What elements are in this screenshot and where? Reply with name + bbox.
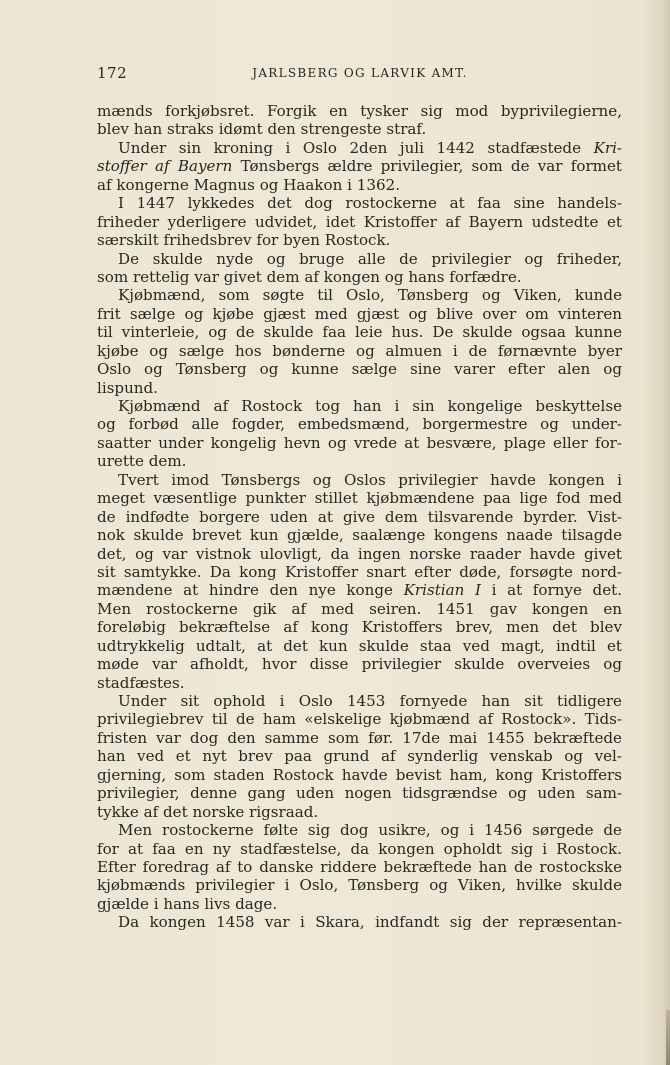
body-text [97, 102, 622, 932]
line-text: Under sin kroning i Oslo 2den juli 1442 stadfæstede [118, 138, 594, 157]
running-title: JARLSBERG OG LARVIK AMT. [252, 66, 468, 80]
line-text: gjerning, som staden Rostock havde bevist ham, kong Kristoffers [97, 765, 622, 784]
italic-name: Kristian I [403, 581, 481, 600]
text-line [97, 213, 622, 231]
line-text: privilegiebrev til de ham «elskelige kjøbmænd af Rostock». Tids- [97, 710, 622, 729]
line-text: Men rostockerne gik af med seiren. 1451 gav kongen en [97, 599, 622, 618]
page-header [97, 64, 623, 86]
text-line [97, 655, 622, 673]
text-line [97, 784, 622, 802]
line-text: kjøbmænds privilegier i Oslo, Tønsberg og Viken, hvilke skulde [97, 876, 622, 895]
text-line [97, 489, 622, 507]
line-text: fristen var dog den samme som før. 17de mai 1455 bekræftede [97, 728, 622, 747]
text-line [97, 581, 622, 599]
text-line [97, 618, 622, 636]
text-line [97, 600, 622, 618]
line-text: Tønsbergs ældre privilegier, som de var formet [232, 157, 622, 176]
text-line [97, 434, 622, 452]
text-line [97, 674, 622, 692]
text-line [97, 139, 622, 157]
text-line [97, 379, 622, 397]
text-line [97, 268, 622, 286]
text-line [97, 766, 622, 784]
line-text: urette dem. [97, 452, 187, 471]
text-line [97, 176, 622, 194]
text-line [97, 415, 622, 433]
line-text: Kjøbmænd, som søgte til Oslo, Tønsberg og Viken, kunde [118, 286, 622, 305]
line-text: Oslo og Tønsberg og kunne sælge sine varer efter alen og [97, 360, 622, 379]
text-line [97, 729, 622, 747]
line-text: Tvert imod Tønsbergs og Oslos privilegier havde kongen i [118, 470, 622, 489]
line-text: møde var afholdt, hvor disse privilegier skulde overveies og [97, 655, 622, 674]
line-text: mændene at hindre den nye konge [97, 581, 404, 600]
text-line [97, 876, 622, 894]
text-line [97, 913, 622, 931]
text-line [97, 102, 622, 120]
line-text: meget væsentlige punkter stillet kjøbmændene paa lige fod med [97, 489, 622, 508]
line-text: privilegier, denne gang uden nogen tidsgrændse og uden sam- [97, 784, 622, 803]
text-line [97, 194, 622, 212]
line-text: de indfødte borgere uden at give dem tilsvarende byrder. Vist- [97, 507, 622, 526]
text-line [97, 858, 622, 876]
line-text: stadfæstes. [97, 673, 185, 692]
italic-name: Kri- [593, 138, 622, 157]
line-text: blev han straks idømt den strengeste straf. [97, 120, 427, 139]
text-line [97, 840, 622, 858]
text-line [97, 637, 622, 655]
text-line [97, 342, 622, 360]
line-text: kjøbe og sælge hos bønderne og almuen i de førnævnte byer [97, 341, 622, 360]
line-text: og forbød alle fogder, embedsmænd, borgermestre og under- [97, 415, 622, 434]
text-line [97, 286, 622, 304]
text-line [97, 710, 622, 728]
line-text: nok skulde brevet kun gjælde, saalænge kongens naade tilsagde [97, 526, 622, 545]
line-text: til vinterleie, og de skulde faa leie hus. De skulde ogsaa kunne [97, 323, 622, 342]
line-text: mænds forkjøbsret. Forgik en tysker sig mod byprivilegierne, [97, 102, 622, 120]
line-text: af kongerne Magnus og Haakon i 1362. [97, 175, 400, 194]
text-line [97, 157, 622, 175]
text-line [97, 508, 622, 526]
line-text: tykke af det norske rigsraad. [97, 802, 319, 821]
line-text: han ved et nyt brev paa grund af synderlig venskab og vel- [97, 747, 622, 766]
text-line [97, 471, 622, 489]
line-text: særskilt frihedsbrev for byen Rostock. [97, 231, 391, 250]
line-text: som rettelig var givet dem af kongen og hans forfædre. [97, 267, 522, 286]
line-text: De skulde nyde og bruge alle de privilegier og friheder, [118, 249, 622, 268]
line-text: Da kongen 1458 var i Skara, indfandt sig der repræsentan- [118, 913, 622, 932]
line-text: frit sælge og kjøbe gjæst med gjæst og blive over om vinteren [97, 304, 622, 323]
text-line [97, 803, 622, 821]
text-line [97, 250, 622, 268]
line-text: I 1447 lykkedes det dog rostockerne at faa sine handels- [118, 194, 622, 213]
line-text: for at faa en ny stadfæstelse, da kongen opholdt sig i Rostock. [97, 839, 622, 858]
page-number: 172 [97, 64, 128, 82]
line-text: Efter foredrag af to danske riddere bekræftede han de rostockske [97, 857, 622, 876]
text-line [97, 452, 622, 470]
line-text: foreløbig bekræftelse af kong Kristoffers brev, men det blev [97, 618, 622, 637]
line-text: friheder yderligere udvidet, idet Kristoffer af Bayern udstedte et [97, 212, 622, 231]
page-edge-shadow [666, 1010, 670, 1065]
line-text: gjælde i hans livs dage. [97, 894, 278, 913]
text-line [97, 323, 622, 341]
text-line [97, 397, 622, 415]
text-line [97, 692, 622, 710]
text-line [97, 895, 622, 913]
text-line [97, 231, 622, 249]
line-text: Under sit ophold i Oslo 1453 fornyede han sit tidligere [118, 692, 622, 710]
text-line [97, 360, 622, 378]
line-text: Kjøbmænd af Rostock tog han i sin kongelige beskyttelse [118, 397, 622, 415]
text-line [97, 305, 622, 323]
line-text: lispund. [97, 378, 158, 397]
text-line [97, 563, 622, 581]
line-text: sit samtykke. Da kong Kristoffer snart efter døde, forsøgte nord- [97, 562, 622, 581]
line-text: udtrykkelig udtalt, at det kun skulde staa ved magt, indtil et [97, 636, 622, 655]
text-line [97, 747, 622, 765]
line-text: i at fornye det. [480, 581, 622, 600]
italic-name: stoffer af Bayern [97, 157, 233, 176]
text-line [97, 120, 622, 138]
text-line [97, 526, 622, 544]
line-text: saatter under kongelig hevn og vrede at besvære, plage eller for- [97, 433, 622, 452]
line-text: det, og var vistnok ulovligt, da ingen norske raader havde givet [97, 544, 622, 563]
line-text: Men rostockerne følte sig dog usikre, og i 1456 sørgede de [118, 821, 622, 840]
text-line [97, 821, 622, 839]
text-line [97, 545, 622, 563]
